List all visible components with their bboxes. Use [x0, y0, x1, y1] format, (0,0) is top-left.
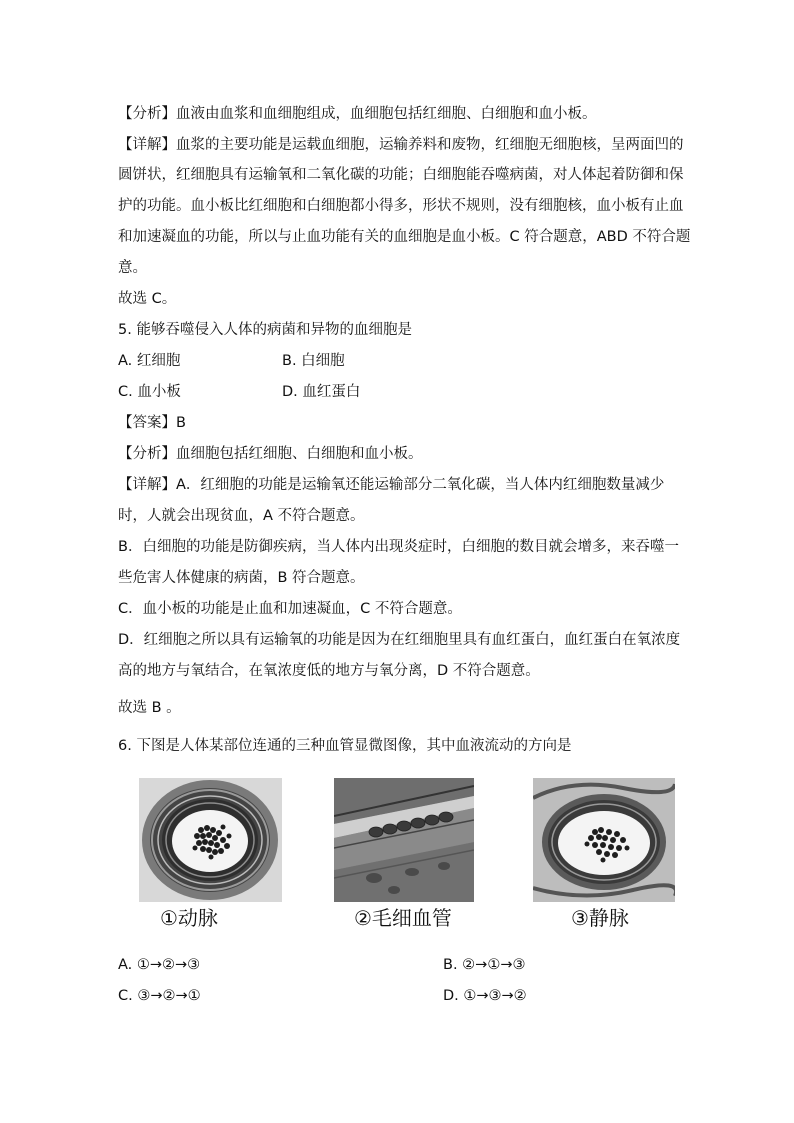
q6-option-d: D. ①→③→② [443, 988, 527, 1004]
q6-option-b: B. ②→①→③ [443, 957, 526, 973]
q4-conclusion: 故选 C。 [118, 291, 177, 307]
q6-option-c: C. ③→②→① [118, 988, 201, 1004]
q5-option-c: C. 血小板 [118, 384, 181, 400]
capillary-micrograph-icon [334, 778, 474, 902]
q4-detail-line-2: 圆饼状，红细胞具有运输氧和二氧化碳的功能；白细胞能吞噬病菌，对人体起着防御和保 [118, 167, 684, 183]
artery-cross-section-icon [139, 778, 282, 902]
q5-analysis: 【分析】血细胞包括红细胞、白细胞和血小板。 [118, 446, 423, 462]
q5-option-b: B. 白细胞 [282, 353, 345, 369]
q4-detail-line-3: 护的功能。血小板比红细胞和白细胞都小得多，形状不规则，没有细胞核，血小板有止血 [118, 198, 684, 214]
q4-detail-line-1: 【详解】血浆的主要功能是运载血细胞，运输养料和废物，红细胞无细胞核，呈两面凹的 [118, 137, 684, 153]
q5-option-d: D. 血红蛋白 [282, 384, 361, 400]
q5-answer: 【答案】B [118, 415, 186, 431]
q5-detail-line-4: 些危害人体健康的病菌，B 符合题意。 [118, 570, 365, 586]
q6-option-a: A. ①→②→③ [118, 957, 201, 973]
vein-cross-section-icon [533, 778, 675, 902]
q5-stem: 5. 能够吞噬侵入人体的病菌和异物的血细胞是 [118, 322, 412, 338]
q5-option-a: A. 红细胞 [118, 353, 181, 369]
capillary-micrograph [334, 778, 474, 902]
q6-stem: 6. 下图是人体某部位连通的三种血管显微图像，其中血液流动的方向是 [118, 738, 572, 754]
capillary-caption: ②毛细血管 [354, 906, 452, 930]
q5-detail-line-5: C．血小板的功能是止血和加速凝血，C 不符合题意。 [118, 601, 462, 617]
q4-analysis: 【分析】血液由血浆和血细胞组成，血细胞包括红细胞、白细胞和血小板。 [118, 106, 597, 122]
q5-detail-line-7: 高的地方与氧结合，在氧浓度低的地方与氧分离，D 不符合题意。 [118, 663, 540, 679]
q5-detail-line-1: 【详解】A．红细胞的功能是运输氧还能运输部分二氧化碳，当人体内红细胞数量减少 [118, 477, 665, 493]
q4-detail-line-4: 和加速凝血的功能，所以与止血功能有关的血细胞是血小板。C 符合题意，ABD 不符合题 [118, 229, 691, 245]
vein-caption: ③静脉 [571, 906, 629, 930]
q5-detail-line-6: D．红细胞之所以具有运输氧的功能是因为在红细胞里具有血红蛋白，血红蛋白在氧浓度 [118, 632, 681, 648]
q5-conclusion: 故选 B 。 [118, 700, 181, 716]
q4-detail-line-5: 意。 [118, 260, 147, 276]
artery-caption: ①动脉 [160, 906, 218, 930]
q5-detail-line-3: B．白细胞的功能是防御疾病，当人体内出现炎症时，白细胞的数目就会增多，来吞噬一 [118, 539, 679, 555]
artery-micrograph [139, 778, 282, 902]
q5-detail-line-2: 时，人就会出现贫血，A 不符合题意。 [118, 508, 365, 524]
vein-micrograph [533, 778, 675, 902]
